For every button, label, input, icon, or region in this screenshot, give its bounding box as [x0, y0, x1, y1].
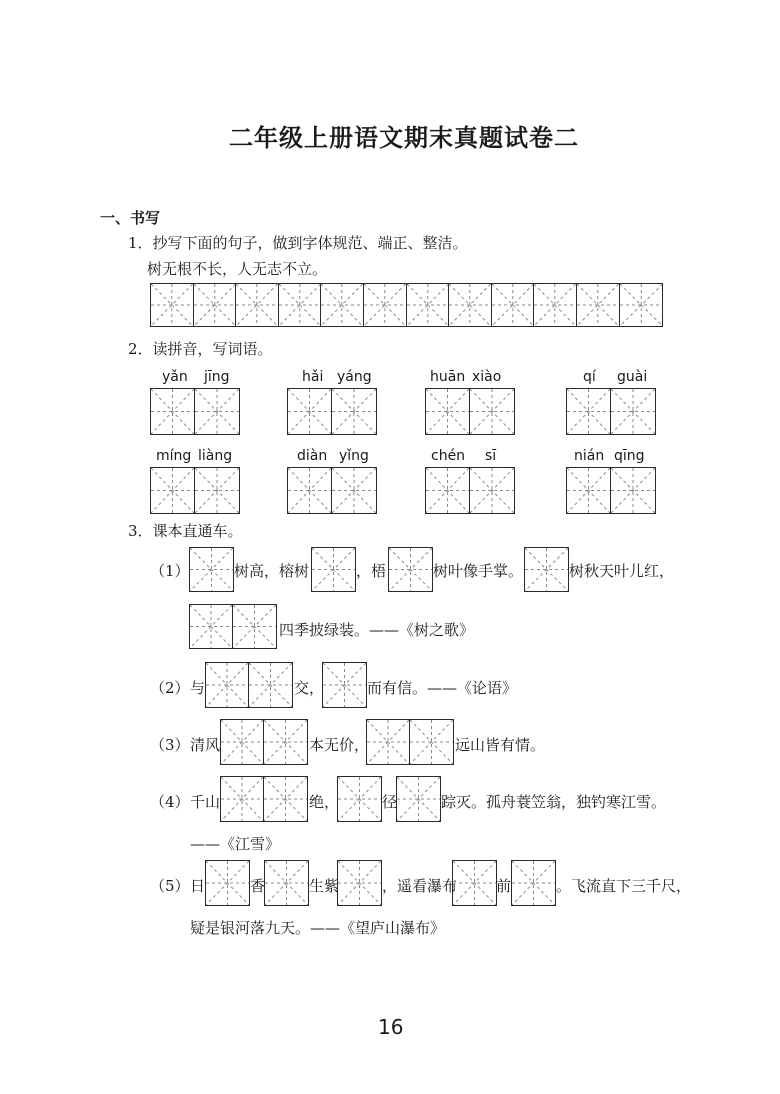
writing-cell[interactable]: [332, 468, 376, 513]
verse-text: 树高，榕树: [234, 562, 310, 580]
verse-text: 远山皆有情。: [455, 736, 546, 754]
grid-guide-lines: [407, 284, 449, 326]
grid-guide-lines: [236, 284, 278, 326]
section-heading-writing: 一、书写: [100, 209, 161, 227]
pinyin: yǐng: [339, 448, 369, 464]
verse-text: 。飞流直下三千尺，: [556, 877, 692, 895]
verse-text: 千山: [190, 793, 221, 811]
grid-guide-lines: [288, 468, 331, 513]
answer-grid[interactable]: [511, 860, 556, 906]
verse-text: ，梧: [356, 562, 387, 580]
writing-cell[interactable]: [288, 389, 332, 434]
pinyin: huān: [430, 369, 466, 385]
writing-cell[interactable]: [332, 389, 376, 434]
verse-text: 香: [250, 877, 266, 895]
grid-guide-lines: [195, 389, 239, 434]
grid-guide-lines: [512, 861, 555, 905]
pinyin: qí: [583, 369, 596, 385]
pinyin: yáng: [337, 369, 372, 385]
grid-guide-lines: [397, 777, 440, 821]
verse-text: 树叶像手掌。: [433, 562, 524, 580]
writing-cell[interactable]: [470, 389, 514, 434]
grid-guide-lines: [470, 468, 514, 513]
verse-text: 疑是银河落九天。——《望庐山瀑布》: [190, 919, 446, 937]
grid-guide-lines: [338, 777, 381, 821]
word-grid[interactable]: [566, 388, 656, 435]
answer-grid[interactable]: [337, 776, 382, 822]
answer-grid[interactable]: [396, 776, 441, 822]
writing-cell[interactable]: [190, 605, 233, 648]
pinyin: nián: [574, 448, 605, 464]
grid-guide-lines: [410, 720, 453, 764]
verse-text: 径: [382, 793, 398, 811]
verse-text: 生紫: [309, 877, 340, 895]
grid-guide-lines: [279, 284, 321, 326]
writing-cell[interactable]: [620, 284, 663, 326]
writing-cell[interactable]: [321, 284, 364, 326]
writing-cell[interactable]: [249, 663, 292, 707]
q1-label: 1．抄写下面的句子，做到字体规范、端正、整洁。: [128, 234, 468, 252]
grid-guide-lines: [577, 284, 619, 326]
writing-cell[interactable]: [453, 861, 496, 905]
writing-cell[interactable]: [206, 663, 249, 707]
answer-grid[interactable]: [220, 776, 308, 822]
answer-grid[interactable]: [388, 547, 433, 592]
word-grid[interactable]: [425, 388, 515, 435]
item-number: （3）: [150, 736, 190, 754]
grid-guide-lines: [151, 389, 194, 434]
verse-text: 本无价，: [309, 736, 370, 754]
grid-guide-lines: [151, 284, 193, 326]
grid-guide-lines: [567, 389, 610, 434]
pinyin: liàng: [198, 448, 233, 464]
grid-guide-lines: [534, 284, 576, 326]
writing-cell[interactable]: [470, 468, 514, 513]
writing-cell[interactable]: [525, 548, 568, 591]
writing-cell[interactable]: [367, 720, 410, 764]
writing-cell[interactable]: [407, 284, 450, 326]
answer-grid[interactable]: [452, 860, 497, 906]
writing-cell[interactable]: [194, 284, 237, 326]
answer-grid[interactable]: [337, 860, 382, 906]
pinyin: diàn: [297, 448, 328, 464]
answer-grid[interactable]: [311, 547, 356, 592]
writing-cell[interactable]: [426, 468, 470, 513]
writing-cell[interactable]: [364, 284, 407, 326]
grid-guide-lines: [221, 777, 263, 821]
grid-guide-lines: [264, 720, 307, 764]
word-grid[interactable]: [425, 467, 515, 514]
grid-guide-lines: [620, 284, 663, 326]
q2-label: 2．读拼音，写词语。: [128, 340, 273, 358]
writing-cell[interactable]: [236, 284, 279, 326]
verse-text: ——《江雪》: [190, 835, 281, 853]
writing-cell[interactable]: [195, 389, 239, 434]
grid-guide-lines: [265, 861, 308, 905]
answer-grid[interactable]: [322, 662, 367, 708]
verse-text: 踪灭。孤舟蓑笠翁，独钓寒江雪。: [441, 793, 667, 811]
grid-guide-lines: [312, 548, 355, 591]
verse-text: 而有信。——《论语》: [367, 679, 518, 697]
writing-cell[interactable]: [611, 389, 655, 434]
word-grid[interactable]: [287, 467, 377, 514]
q1-sentence: 树无根不长，人无志不立。: [147, 260, 328, 278]
writing-cell[interactable]: [288, 468, 332, 513]
verse-text: ，遥看瀑布: [382, 877, 458, 895]
grid-guide-lines: [249, 663, 292, 707]
writing-cell[interactable]: [567, 389, 611, 434]
pinyin: qīng: [614, 448, 645, 464]
answer-grid[interactable]: [524, 547, 569, 592]
verse-text: 四季披绿装。——《树之歌》: [279, 621, 475, 639]
writing-cell[interactable]: [567, 468, 611, 513]
pinyin: xiào: [472, 369, 502, 385]
writing-cell[interactable]: [312, 548, 355, 591]
pinyin: chén: [431, 448, 466, 464]
grid-guide-lines: [611, 468, 655, 513]
pinyin: hǎi: [302, 369, 324, 385]
grid-guide-lines: [426, 468, 469, 513]
grid-guide-lines: [389, 548, 432, 591]
item-number: （5）: [150, 877, 190, 895]
grid-guide-lines: [338, 861, 381, 905]
writing-cell[interactable]: [233, 605, 276, 648]
grid-guide-lines: [221, 720, 263, 764]
item-number: （2）: [150, 679, 190, 697]
answer-grid[interactable]: [189, 604, 277, 649]
writing-cell[interactable]: [151, 389, 195, 434]
grid-guide-lines: [288, 389, 331, 434]
grid-guide-lines: [323, 663, 366, 707]
writing-cell[interactable]: [492, 284, 535, 326]
verse-text: 日: [190, 877, 206, 895]
writing-cell[interactable]: [190, 548, 233, 591]
writing-cell[interactable]: [389, 548, 432, 591]
answer-grid[interactable]: [189, 547, 234, 592]
grid-guide-lines: [449, 284, 491, 326]
word-grid[interactable]: [150, 467, 240, 514]
grid-guide-lines: [190, 548, 233, 591]
grid-guide-lines: [492, 284, 534, 326]
writing-cell[interactable]: [221, 720, 264, 764]
pinyin: yǎn: [162, 369, 188, 385]
verse-text: 树秋天叶儿红，: [569, 562, 675, 580]
writing-cell[interactable]: [577, 284, 620, 326]
grid-guide-lines: [190, 605, 232, 648]
verse-text: 交，: [294, 679, 325, 697]
verse-text: 与: [190, 679, 206, 697]
grid-guide-lines: [453, 861, 496, 905]
writing-cell[interactable]: [151, 284, 194, 326]
grid-guide-lines: [332, 389, 376, 434]
grid-guide-lines: [321, 284, 363, 326]
grid-guide-lines: [206, 861, 249, 905]
answer-grid[interactable]: [220, 719, 308, 765]
verse-text: 清风: [190, 736, 221, 754]
page-number: 16: [378, 1015, 404, 1039]
writing-cell[interactable]: [206, 861, 249, 905]
writing-cell[interactable]: [338, 777, 381, 821]
pinyin: jīng: [204, 369, 230, 385]
grid-guide-lines: [332, 468, 376, 513]
item-number: （1）: [150, 562, 190, 580]
grid-guide-lines: [151, 468, 194, 513]
writing-cell[interactable]: [534, 284, 577, 326]
writing-cell[interactable]: [221, 777, 264, 821]
pinyin: sī: [485, 448, 497, 464]
q3-label: 3．课本直通车。: [128, 522, 243, 540]
grid-guide-lines: [470, 389, 514, 434]
word-grid[interactable]: [150, 388, 240, 435]
writing-cell[interactable]: [264, 777, 307, 821]
page-title: 二年级上册语文期末真题试卷二: [229, 124, 579, 152]
item-number: （4）: [150, 793, 190, 811]
grid-guide-lines: [264, 777, 307, 821]
writing-cell[interactable]: [397, 777, 440, 821]
writing-cell[interactable]: [279, 284, 322, 326]
pinyin: míng: [156, 448, 192, 464]
q1-writing-grid[interactable]: [150, 283, 663, 327]
writing-cell[interactable]: [611, 468, 655, 513]
answer-grid[interactable]: [366, 719, 454, 765]
word-grid[interactable]: [566, 467, 656, 514]
answer-grid[interactable]: [264, 860, 309, 906]
grid-guide-lines: [233, 605, 276, 648]
verse-text: 前: [496, 877, 512, 895]
grid-guide-lines: [194, 284, 236, 326]
pinyin: guài: [617, 369, 648, 385]
grid-guide-lines: [567, 468, 610, 513]
grid-guide-lines: [367, 720, 409, 764]
answer-grid[interactable]: [205, 860, 250, 906]
word-grid[interactable]: [287, 388, 377, 435]
grid-guide-lines: [364, 284, 406, 326]
writing-cell[interactable]: [338, 861, 381, 905]
verse-text: 绝，: [309, 793, 340, 811]
writing-cell[interactable]: [449, 284, 492, 326]
grid-guide-lines: [195, 468, 239, 513]
grid-guide-lines: [525, 548, 568, 591]
grid-guide-lines: [426, 389, 469, 434]
answer-grid[interactable]: [205, 662, 293, 708]
grid-guide-lines: [611, 389, 655, 434]
writing-cell[interactable]: [264, 720, 307, 764]
writing-cell[interactable]: [151, 468, 195, 513]
writing-cell[interactable]: [195, 468, 239, 513]
writing-cell[interactable]: [426, 389, 470, 434]
writing-cell[interactable]: [265, 861, 308, 905]
writing-cell[interactable]: [323, 663, 366, 707]
writing-cell[interactable]: [410, 720, 453, 764]
writing-cell[interactable]: [512, 861, 555, 905]
grid-guide-lines: [206, 663, 248, 707]
